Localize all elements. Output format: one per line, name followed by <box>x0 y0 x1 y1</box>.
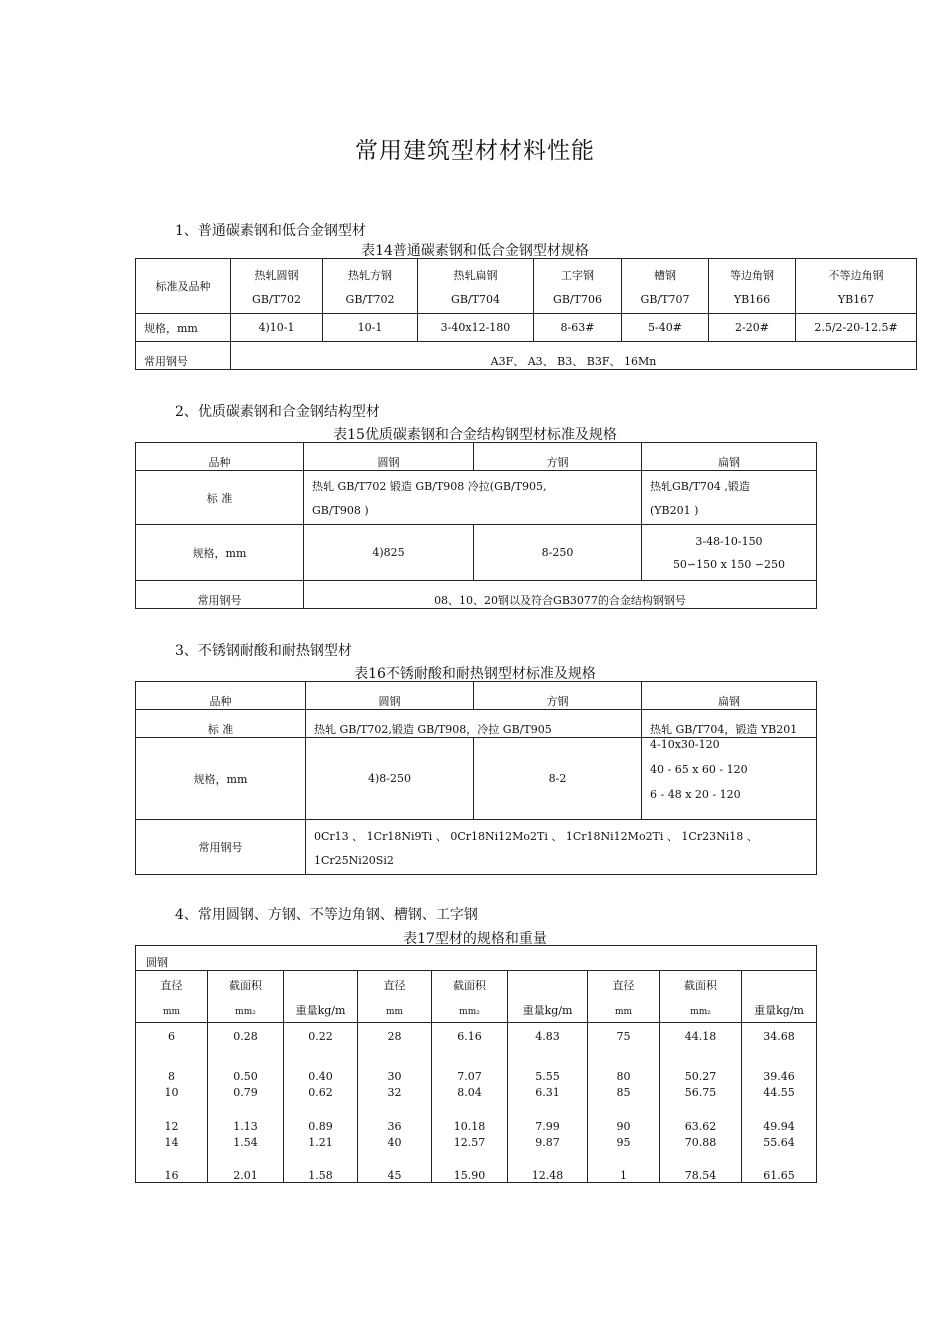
header-area: 截面积 mm₂ <box>208 971 284 1023</box>
cell: 1.54 <box>208 1133 284 1153</box>
cell: 61.65 <box>742 1153 817 1183</box>
section-4-heading: 4、常用圆钢、方钢、不等边角钢、槽钢、工字钢 <box>175 907 478 923</box>
cell: 28 <box>358 1023 432 1051</box>
cell: 32 <box>358 1083 432 1103</box>
std-label: 标 准 <box>136 710 306 738</box>
header-weight: 重量kg/m <box>742 971 817 1023</box>
header-variety: 品种 <box>136 443 304 471</box>
cell: 7.07 <box>432 1051 508 1083</box>
cell: 0.50 <box>208 1051 284 1083</box>
col-unequal-angle: 不等边角钢 YB167 <box>796 259 917 314</box>
cell: 16 <box>136 1153 208 1183</box>
cell: 6 <box>136 1023 208 1051</box>
cell: 44.55 <box>742 1083 817 1103</box>
group-label: 圆钢 <box>136 946 817 971</box>
spec-label: 规格，mm <box>136 314 231 342</box>
header-weight: 重量kg/m <box>284 971 358 1023</box>
cell: 0.62 <box>284 1083 358 1103</box>
cell: 7.99 <box>508 1103 588 1133</box>
spec-round: 4)825 <box>304 525 474 581</box>
spec-round: 4)8-250 <box>306 738 474 820</box>
cell: 90 <box>588 1103 660 1133</box>
spec-cell: 4)10-1 <box>231 314 323 342</box>
spec-cell: 8-63# <box>534 314 622 342</box>
cell: 1 <box>588 1153 660 1183</box>
grade-label: 常用钢号 <box>136 581 304 609</box>
std-round: 热轧 GB/T702,锻造 GB/T908，冷拉 GB/T905 <box>306 710 642 738</box>
section-1-heading: 1、普通碳素钢和低合金钢型材 <box>175 223 366 239</box>
cell: 12.57 <box>432 1133 508 1153</box>
cell: 5.55 <box>508 1051 588 1083</box>
row-head-cell: 标准及品种 <box>136 259 231 314</box>
cell: 80 <box>588 1051 660 1083</box>
grade-values: 08、10、20钢以及符合GB3077的合金结构钢钢号 <box>304 581 817 609</box>
col-equal-angle: 等边角钢 YB166 <box>709 259 796 314</box>
spec-cell: 2.5/2-20-12.5# <box>796 314 917 342</box>
section-3-heading: 3、不锈钢耐酸和耐热钢型材 <box>175 643 352 659</box>
spec-label: 规格，mm <box>136 525 304 581</box>
spec-cell: 5-40# <box>622 314 709 342</box>
table-16-caption: 表16不锈耐酸和耐热钢型材标准及规格 <box>354 666 596 682</box>
table-row <box>136 1103 817 1133</box>
table-15-caption: 表15优质碳素钢和合金结构钢型材标准及规格 <box>333 427 617 443</box>
cell: 34.68 <box>742 1023 817 1051</box>
cell: 1.21 <box>284 1133 358 1153</box>
table-row <box>136 1153 817 1183</box>
spec-cell: 3-40x12-180 <box>418 314 534 342</box>
cell: 1.58 <box>284 1153 358 1183</box>
table-row <box>136 1051 817 1083</box>
col-channel: 槽钢 GB/T707 <box>622 259 709 314</box>
grade-values: A3F、 A3、 B3、 B3F、 16Mn <box>231 342 917 370</box>
header-flat: 扁钢 <box>642 443 817 471</box>
table-row <box>136 1133 817 1153</box>
cell: 0.22 <box>284 1023 358 1051</box>
cell: 12.48 <box>508 1153 588 1183</box>
table-17 <box>135 945 817 1183</box>
table-row <box>136 1023 817 1051</box>
cell: 85 <box>588 1083 660 1103</box>
header-variety: 品种 <box>136 682 306 710</box>
table-14 <box>135 258 917 370</box>
spec-label: 规格，mm <box>136 738 306 820</box>
cell: 50.27 <box>660 1051 742 1083</box>
std-flat: 热轧 GB/T704，锻造 YB201 <box>642 710 817 738</box>
spec-square: 8-2 <box>474 738 642 820</box>
cell: 6.16 <box>432 1023 508 1051</box>
cell: 10 <box>136 1083 208 1103</box>
cell: 12 <box>136 1103 208 1133</box>
cell: 45 <box>358 1153 432 1183</box>
cell: 40 <box>358 1133 432 1153</box>
cell: 0.28 <box>208 1023 284 1051</box>
header-weight: 重量kg/m <box>508 971 588 1023</box>
cell: 39.46 <box>742 1051 817 1083</box>
cell: 9.87 <box>508 1133 588 1153</box>
cell: 15.90 <box>432 1153 508 1183</box>
col-square: 热轧方钢 GB/T702 <box>323 259 418 314</box>
cell: 4.83 <box>508 1023 588 1051</box>
col-flat: 热轧扁钢 GB/T704 <box>418 259 534 314</box>
header-square: 方钢 <box>474 682 642 710</box>
cell: 70.88 <box>660 1133 742 1153</box>
table-17-caption: 表17型材的规格和重量 <box>403 931 547 947</box>
cell: 2.01 <box>208 1153 284 1183</box>
header-square: 方钢 <box>474 443 642 471</box>
section-2-heading: 2、优质碳素钢和合金钢结构型材 <box>175 404 380 420</box>
table-14-caption: 表14普通碳素钢和低合金钢型材规格 <box>361 243 589 259</box>
cell: 49.94 <box>742 1103 817 1133</box>
cell: 56.75 <box>660 1083 742 1103</box>
cell: 36 <box>358 1103 432 1133</box>
cell: 10.18 <box>432 1103 508 1133</box>
grade-values: 0Cr13 、 1Cr18Ni9Ti 、 0Cr18Ni12Mo2Ti 、 1Cr18Ni12Mo2Ti 、 1Cr23Ni18 、 1Cr25Ni20Si2 <box>306 820 817 875</box>
cell: 8 <box>136 1051 208 1083</box>
header-round: 圆钢 <box>306 682 474 710</box>
cell: 78.54 <box>660 1153 742 1183</box>
spec-flat: 4-10x30-120 40 - 65 x 60 - 120 6 - 48 x 20 - 120 <box>642 738 817 820</box>
spec-cell: 10-1 <box>323 314 418 342</box>
col-ibeam: 工字钢 GB/T706 <box>534 259 622 314</box>
cell: 6.31 <box>508 1083 588 1103</box>
std-flat: 热轧GB/T704 ,锻造 (YB201 ) <box>642 471 817 525</box>
table-15 <box>135 442 817 609</box>
cell: 0.89 <box>284 1103 358 1133</box>
spec-flat: 3-48-10-150 50∽150 x 150 ∽250 <box>642 525 817 581</box>
cell: 55.64 <box>742 1133 817 1153</box>
spec-cell: 2-20# <box>709 314 796 342</box>
cell: 0.40 <box>284 1051 358 1083</box>
header-diameter: 直径 mm <box>136 971 208 1023</box>
cell: 8.04 <box>432 1083 508 1103</box>
cell: 0.79 <box>208 1083 284 1103</box>
header-area: 截面积 mm₂ <box>432 971 508 1023</box>
header-area: 截面积 mm₂ <box>660 971 742 1023</box>
grade-label: 常用钢号 <box>136 820 306 875</box>
col-round: 热轧圆钢 GB/T702 <box>231 259 323 314</box>
cell: 1.13 <box>208 1103 284 1133</box>
spec-square: 8-250 <box>474 525 642 581</box>
cell: 95 <box>588 1133 660 1153</box>
cell: 63.62 <box>660 1103 742 1133</box>
table-row <box>136 1083 817 1103</box>
header-diameter: 直径 mm <box>358 971 432 1023</box>
cell: 30 <box>358 1051 432 1083</box>
std-label: 标 准 <box>136 471 304 525</box>
cell: 44.18 <box>660 1023 742 1051</box>
table-16 <box>135 681 817 875</box>
std-round: 热轧 GB/T702 锻造 GB/T908 冷拉(GB/T905, GB/T908 ) <box>304 471 642 525</box>
cell: 75 <box>588 1023 660 1051</box>
header-diameter: 直径 mm <box>588 971 660 1023</box>
cell: 14 <box>136 1133 208 1153</box>
header-flat: 扁钢 <box>642 682 817 710</box>
header-round: 圆钢 <box>304 443 474 471</box>
grade-label: 常用钢号 <box>136 342 231 370</box>
page-title: 常用建筑型材材料性能 <box>355 138 595 164</box>
